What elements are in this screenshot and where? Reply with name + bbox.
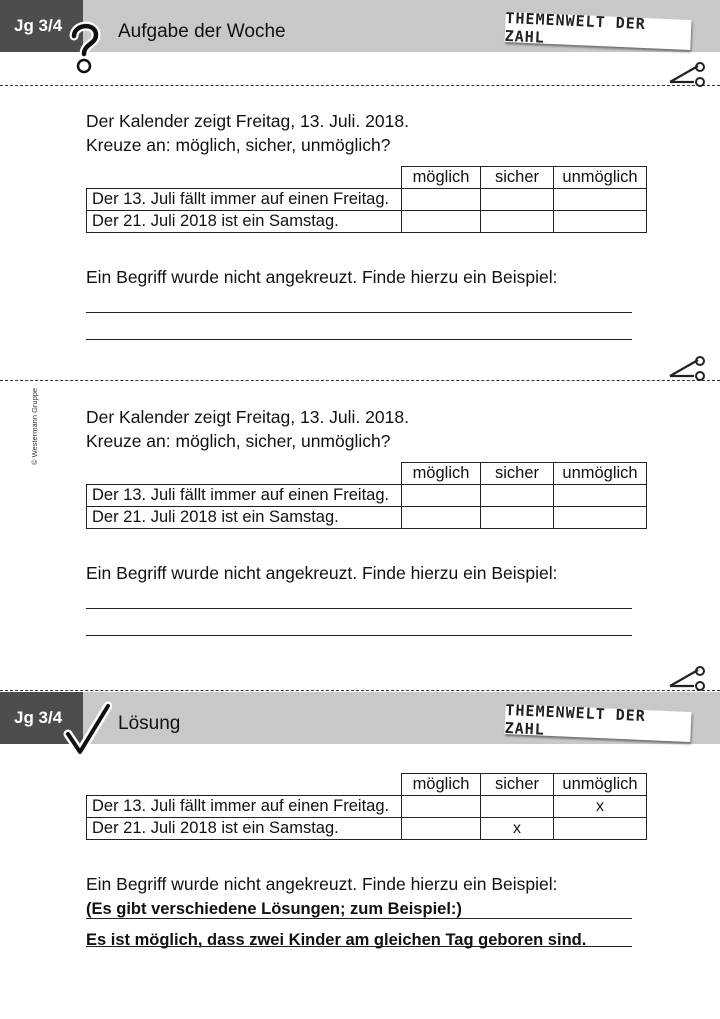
answer-mark: x: [554, 796, 647, 818]
checkbox-cell[interactable]: [402, 485, 481, 507]
example-prompt: Ein Begriff wurde nicht angekreuzt. Finde hierzu ein Beispiel:: [86, 267, 558, 287]
statement-cell: Der 21. Juli 2018 ist ein Samstag.: [87, 818, 402, 840]
scissors-icon: [668, 666, 708, 692]
copyright-note: © Westermann Gruppe: [30, 387, 39, 465]
table-row: [87, 818, 647, 840]
column-header: möglich: [402, 463, 481, 485]
brand-stamp: THEMENWELT DER ZAHL: [504, 704, 691, 742]
answer-line[interactable]: [86, 608, 632, 609]
answer-mark: [402, 796, 481, 818]
answer-line: [86, 946, 632, 947]
answer-line[interactable]: [86, 339, 632, 340]
column-header: möglich: [402, 774, 481, 796]
grade-tag: Jg 3/4: [0, 0, 83, 52]
cut-line: [0, 380, 720, 381]
checkbox-cell[interactable]: [402, 211, 481, 233]
column-header: unmöglich: [554, 774, 647, 796]
answer-line[interactable]: [86, 312, 632, 313]
statement-cell: Der 13. Juli fällt immer auf einen Freitag.: [87, 796, 402, 818]
exercise-instruction: Kreuze an: möglich, sicher, unmöglich?: [86, 431, 391, 451]
column-header: möglich: [402, 167, 481, 189]
table-corner: [87, 167, 402, 189]
scissors-icon: [668, 62, 708, 88]
solution-answer-intro: (Es gibt verschiedene Lösungen; zum Beispiel:): [86, 900, 462, 918]
question-mark-icon: [66, 20, 102, 76]
solution-answer-example: Es ist möglich, dass zwei Kinder am gleichen Tag geboren sind.: [86, 931, 587, 949]
checkbox-cell[interactable]: [481, 485, 554, 507]
answer-mark: [554, 818, 647, 840]
column-header: sicher: [481, 167, 554, 189]
answer-mark: [402, 818, 481, 840]
cut-line: [0, 85, 720, 86]
table-row: [87, 485, 647, 507]
table-row: [87, 796, 647, 818]
statement-cell: Der 21. Juli 2018 ist ein Samstag.: [87, 211, 402, 233]
table-row: [87, 189, 647, 211]
statement-cell: Der 13. Juli fällt immer auf einen Freitag.: [87, 189, 402, 211]
scissors-icon: [668, 356, 708, 382]
answer-mark: x: [481, 818, 554, 840]
checkbox-cell[interactable]: [402, 189, 481, 211]
example-prompt: Ein Begriff wurde nicht angekreuzt. Finde hierzu ein Beispiel:: [86, 563, 558, 583]
exercise-instruction: Kreuze an: möglich, sicher, unmöglich?: [86, 135, 391, 155]
table-corner: [87, 774, 402, 796]
checkbox-cell[interactable]: [554, 211, 647, 233]
column-header: unmöglich: [554, 167, 647, 189]
solution-table: [86, 773, 647, 840]
answer-line: [86, 918, 632, 919]
exercise-table: [86, 462, 647, 529]
checkbox-cell[interactable]: [481, 189, 554, 211]
column-header: unmöglich: [554, 463, 647, 485]
column-header: sicher: [481, 463, 554, 485]
answer-line[interactable]: [86, 635, 632, 636]
brand-stamp: THEMENWELT DER ZAHL: [504, 12, 691, 50]
checkbox-cell[interactable]: [402, 507, 481, 529]
checkbox-cell[interactable]: [554, 485, 647, 507]
checkbox-cell[interactable]: [481, 211, 554, 233]
page-title: Aufgabe der Woche: [118, 21, 286, 42]
check-mark-icon: [62, 700, 112, 758]
checkbox-cell[interactable]: [554, 189, 647, 211]
statement-cell: Der 21. Juli 2018 ist ein Samstag.: [87, 507, 402, 529]
grade-tag: Jg 3/4: [0, 692, 83, 744]
table-corner: [87, 463, 402, 485]
checkbox-cell[interactable]: [554, 507, 647, 529]
cut-line: [0, 690, 720, 691]
answer-mark: [481, 796, 554, 818]
exercise-table: [86, 166, 647, 233]
solution-title: Lösung: [118, 713, 181, 734]
table-row: [87, 507, 647, 529]
checkbox-cell[interactable]: [481, 507, 554, 529]
statement-cell: Der 13. Juli fällt immer auf einen Freitag.: [87, 485, 402, 507]
table-row: [87, 211, 647, 233]
column-header: sicher: [481, 774, 554, 796]
exercise-intro: Der Kalender zeigt Freitag, 13. Juli. 2018.: [86, 407, 409, 427]
exercise-intro: Der Kalender zeigt Freitag, 13. Juli. 2018.: [86, 111, 409, 131]
solution-prompt: Ein Begriff wurde nicht angekreuzt. Finde hierzu ein Beispiel:: [86, 874, 558, 894]
